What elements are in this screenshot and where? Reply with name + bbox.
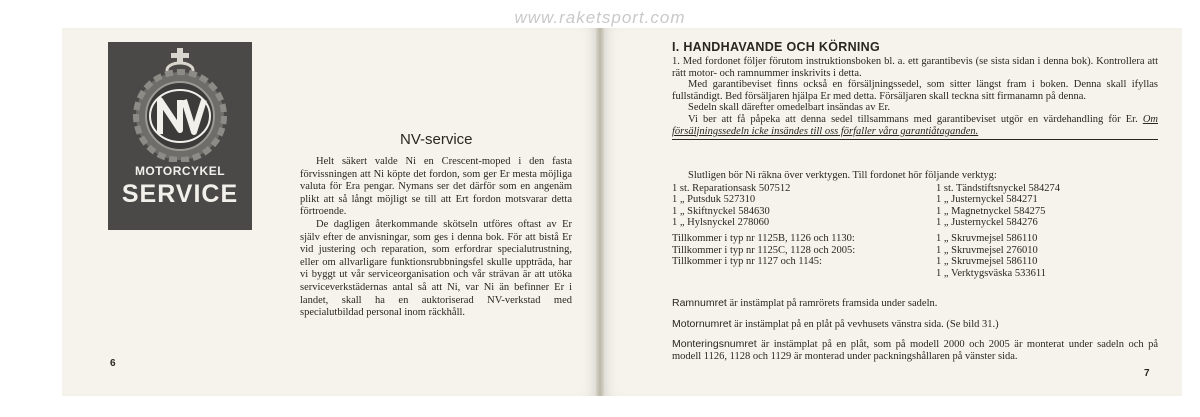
paragraph: De dagligen återkommande skötseln utföres oftast av Er själv efter de anvisningar, som ges i denna bok. För att bistå Er vid justering och reparation, som erfordrar specialutrustning, eller om allvarligare funktionsrubbningsfel skulle uppträda, har vi byggt ut vår serviceorganisation och vår strävan är att utöka serviceverkstädernas antal så att Ni, var Ni än befinner Er i landet, skall ha en auktoriserad NV-verkstad med specialutbildad personal inom räckhåll.	[300, 218, 572, 319]
paragraph: 1. Med fordonet följer förutom instruktionsboken bl. a. ett garantibevis (se sista sidan i denna bok). Kontrollera att rätt motor- och ramnummer inskrivits i detta.	[672, 56, 1158, 79]
number-notes	[672, 298, 1158, 371]
page-number: 7	[1144, 368, 1150, 379]
paragraph: Helt säkert valde Ni en Crescent-moped i den fasta förvissningen att Ni köpte det fordon, som ger Er mesta möjliga valuta för Era pengar. Nymans ser det därför som en angenäm plikt att så långt möjligt se till att Ert fordon motsvarar detta förtroende.	[300, 156, 572, 218]
intro-text	[672, 56, 1158, 140]
tool-item: 1 „ Justernyckel 584271	[936, 194, 1038, 206]
tool-item: Tillkommer i typ nr 1125C, 1128 och 2005:	[672, 244, 856, 256]
note-engine-number	[672, 319, 1158, 331]
note-text: är instämplat på en plåt på vevhusets vänstra sida. (Se bild 31.)	[731, 318, 999, 330]
tool-item: 1 st. Tändstiftsnyckel 584274	[936, 182, 1061, 194]
tool-item: 1 „ Skruvmejsel 276010	[936, 244, 1038, 256]
tool-item: Tillkommer i typ nr 1125B, 1126 och 1130:	[672, 232, 855, 244]
tool-item: 1 „ Justernyckel 584276	[936, 217, 1038, 229]
tools-intro: Slutligen bör Ni räkna över verktygen. Till fordonet hör följande verktyg:	[688, 170, 997, 181]
book-gutter	[596, 28, 604, 396]
section-title: I. HANDHAVANDE OCH KÖRNING	[672, 40, 881, 54]
tool-item: Tillkommer i typ nr 1127 och 1145:	[672, 256, 822, 268]
tools-right-column	[936, 183, 1158, 280]
paragraph: Sedeln skall därefter omedelbart insändas av Er.	[688, 102, 891, 114]
logo-line-motorcykel: MOTORCYKEL	[134, 164, 226, 178]
warranty-note: Vi ber att få påpeka att denna sedel tillsammans med garantibeviset utgör en värdehandling för Er.	[688, 113, 1138, 125]
tool-item: 1 st. Reparationsask 507512	[672, 182, 791, 194]
note-lead: Ramnumret	[672, 297, 727, 309]
left-body-text	[300, 156, 572, 320]
note-text: är instämplat på en plåt, som på modell 2000 och 2005 är monterat under sadeln och på modell 1126, 1128 och 1129 är monterad under packningshållaren på vänster sida.	[672, 339, 1158, 362]
tool-item: 1 „ Verktygsväska 533611	[936, 267, 1046, 279]
tool-item: 1 „ Skruvmejsel 586110	[936, 232, 1038, 244]
tool-item: 1 „ Magnetnyckel 584275	[936, 205, 1046, 217]
left-page	[62, 28, 596, 396]
tool-item: 1 „ Skruvmejsel 586110	[936, 256, 1038, 268]
nv-service-logo	[108, 42, 252, 230]
warranty-warning: Om försäljningssedeln icke insändes till oss förfaller våra garantiåtaganden.	[672, 113, 1158, 137]
right-page	[604, 28, 1182, 396]
note-frame-number	[672, 298, 1158, 310]
tools-list	[672, 183, 1158, 305]
divider	[672, 139, 1158, 140]
note-assembly-number	[672, 339, 1158, 362]
page-heading: NV-service	[400, 131, 473, 148]
paragraph	[672, 114, 1158, 137]
tools-left-column	[672, 183, 934, 268]
logo-line-service: SERVICE	[121, 180, 239, 208]
page-number: 6	[110, 358, 116, 369]
note-lead: Monteringsnumret	[672, 338, 757, 351]
tools-section	[672, 170, 1158, 305]
paragraph: Med garantibeviset finns också en försäljningssedel, som sitter längst fram i boken. Denna skall ifyllas fullständigt. Bed försäljaren hjälpa Er med detta. Försäljaren skall teckna sitt firmanamn på denna.	[672, 79, 1158, 102]
note-lead: Motornumret	[672, 317, 732, 330]
tool-item: 1 „ Putsduk 527310	[672, 194, 756, 206]
note-text: är instämplat på ramrörets framsida under sadeln.	[726, 298, 938, 309]
watermark: www.raketsport.com	[514, 8, 686, 27]
tool-item: 1 „ Hylsnyckel 278060	[672, 217, 770, 229]
tool-item: 1 „ Skiftnyckel 584630	[672, 205, 770, 217]
nv-emblem-icon	[108, 42, 252, 162]
